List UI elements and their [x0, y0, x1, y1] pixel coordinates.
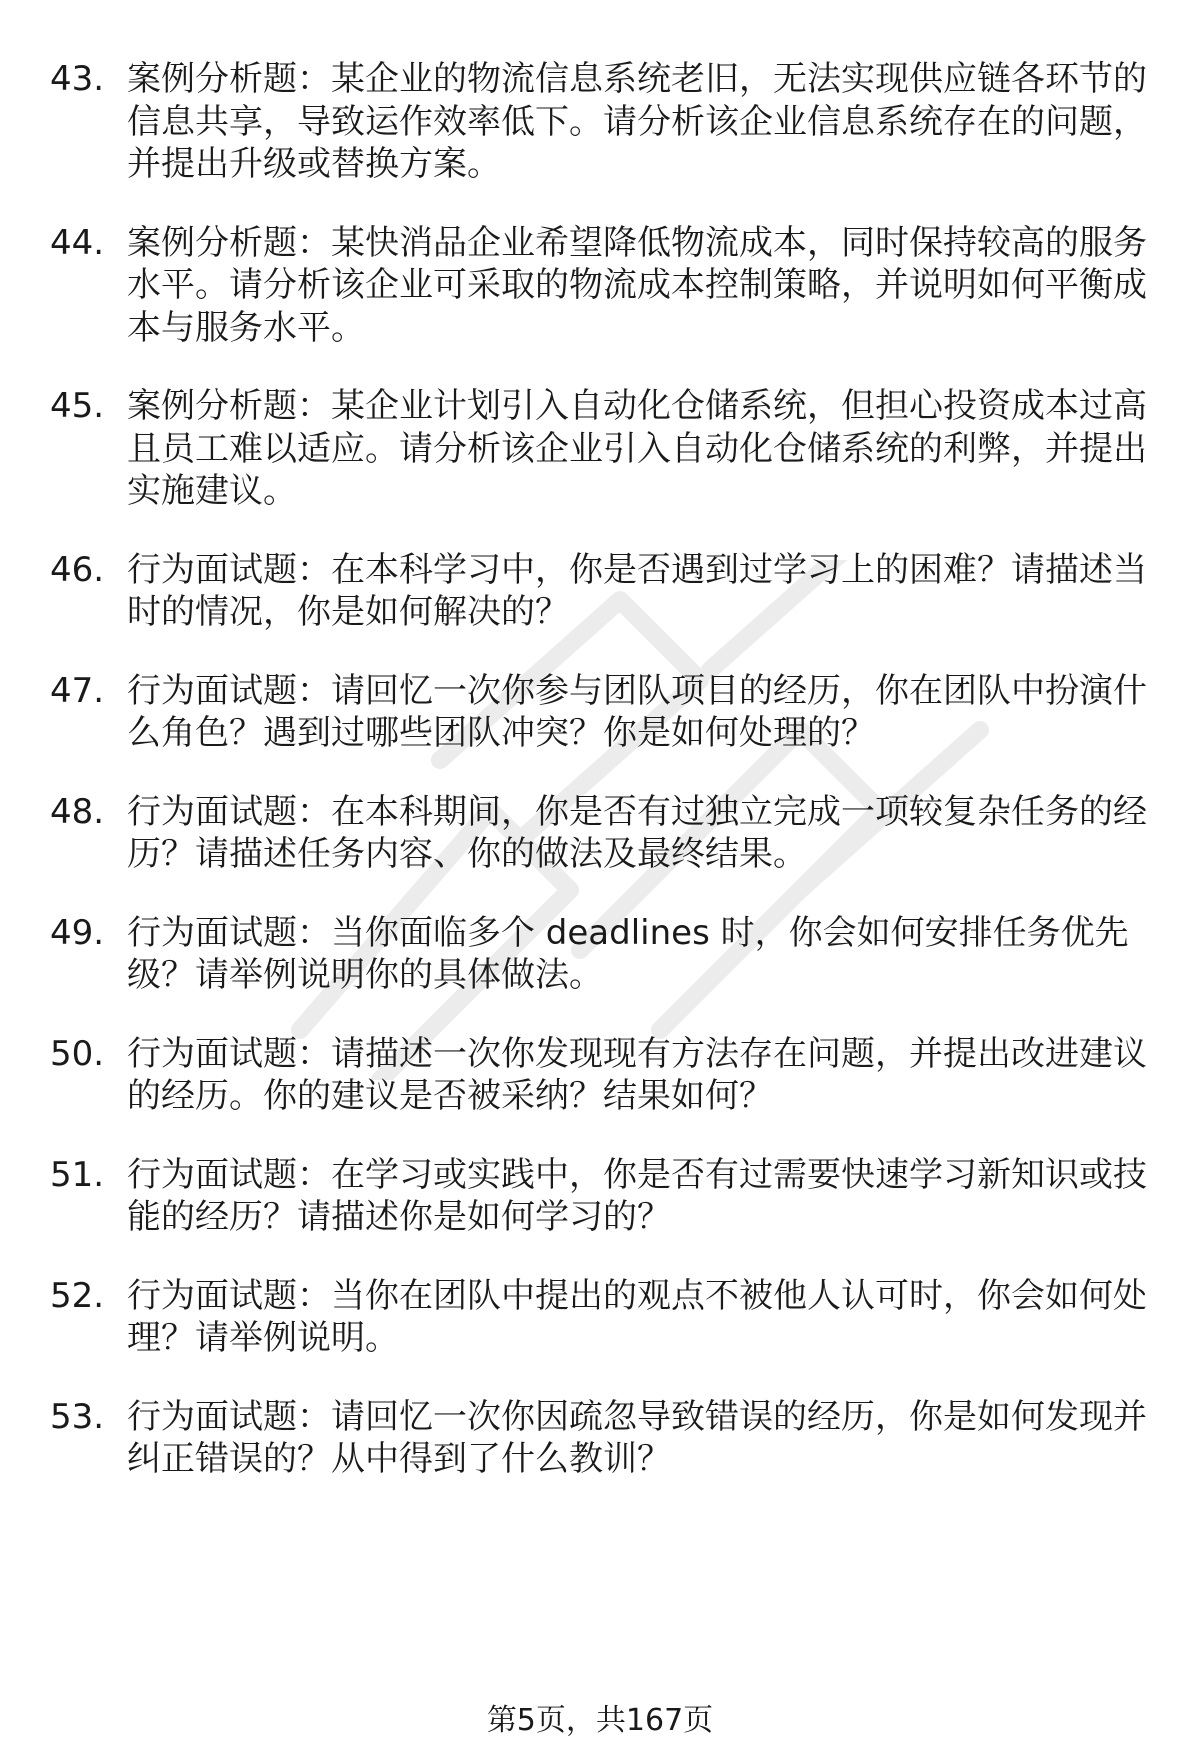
question-number: 46.: [50, 549, 105, 590]
question-number: 50.: [50, 1033, 105, 1074]
question-number: 43.: [50, 59, 105, 99]
question-text: 行为面试题：请回忆一次你因疏忽导致错误的经历，你是如何发现并纠正错误的？从中得到了什么教训？: [127, 1396, 1147, 1479]
question-item: [50, 385, 1150, 513]
question-item: [50, 912, 1150, 997]
question-text: 案例分析题：某企业的物流信息系统老旧，无法实现供应链各环节的信息共享，导致运作效率低下。请分析该企业信息系统存在的问题，并提出升级或替换方案。: [127, 59, 1147, 184]
question-number: 47.: [50, 670, 105, 711]
question-item: [50, 1396, 1150, 1481]
question-number: 53.: [50, 1396, 105, 1437]
question-text: 行为面试题：在学习或实践中，你是否有过需要快速学习新知识或技能的经历？请描述你是如何学习的？: [127, 1154, 1147, 1237]
page-number-label: 第5页，共167页: [486, 1703, 714, 1738]
question-item: [50, 222, 1150, 350]
question-item: [50, 549, 1150, 634]
question-text: 行为面试题：当你在团队中提出的观点不被他人认可时，你会如何处理？请举例说明。: [127, 1275, 1147, 1358]
question-item: [50, 791, 1150, 876]
question-text: 行为面试题：在本科学习中，你是否遇到过学习上的困难？请描述当时的情况，你是如何解决的？: [127, 549, 1147, 632]
question-text: 行为面试题：在本科期间，你是否有过独立完成一项较复杂任务的经历？请描述任务内容、你的做法及最终结果。: [127, 791, 1147, 874]
question-text: 案例分析题：某企业计划引入自动化仓储系统，但担心投资成本过高且员工难以适应。请分析该企业引入自动化仓储系统的利弊，并提出实施建议。: [127, 386, 1147, 511]
question-text: 行为面试题：当你面临多个 deadlines 时，你会如何安排任务优先级？请举例说明你的具体做法。: [127, 912, 1129, 995]
question-text: 案例分析题：某快消品企业希望降低物流成本，同时保持较高的服务水平。请分析该企业可采取的物流成本控制策略，并说明如何平衡成本与服务水平。: [127, 222, 1147, 348]
question-item: [50, 1275, 1150, 1360]
question-number: 52.: [50, 1275, 105, 1316]
question-item: [50, 1154, 1150, 1239]
question-item: [50, 58, 1150, 186]
question-text: 行为面试题：请回忆一次你参与团队项目的经历，你在团队中扮演什么角色？遇到过哪些团队冲突？你是如何处理的？: [127, 670, 1147, 753]
question-number: 45.: [50, 386, 105, 426]
question-item: [50, 1033, 1150, 1118]
question-list: [50, 58, 1150, 1517]
question-item: [50, 670, 1150, 755]
question-number: 51.: [50, 1154, 105, 1195]
question-number: 44.: [50, 222, 105, 263]
page-footer: [0, 1703, 1200, 1739]
question-number: 48.: [50, 791, 105, 832]
question-number: 49.: [50, 912, 105, 953]
question-text: 行为面试题：请描述一次你发现现有方法存在问题，并提出改进建议的经历。你的建议是否被采纳？结果如何？: [127, 1033, 1147, 1116]
